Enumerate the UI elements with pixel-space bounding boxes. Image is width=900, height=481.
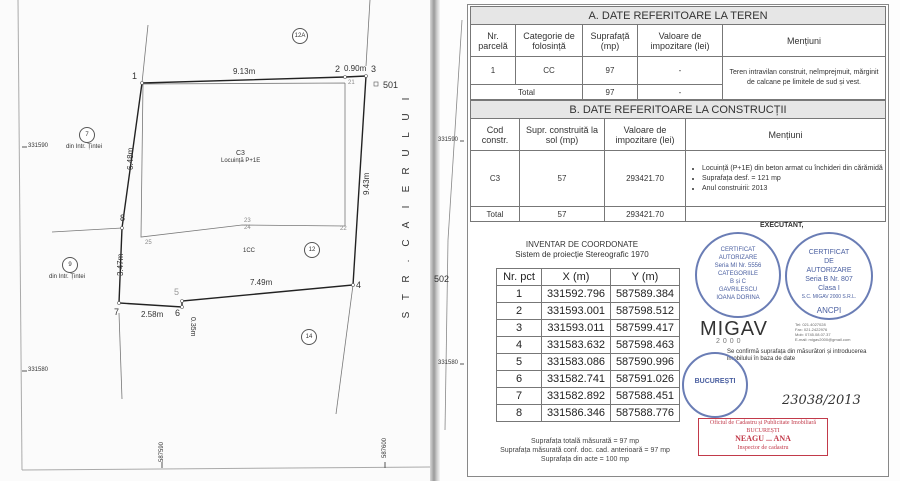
point-2: 2 xyxy=(335,64,341,74)
inner-point-25: 25 xyxy=(145,240,152,246)
total-suprafata: 97 xyxy=(583,85,638,100)
total-label: Total xyxy=(471,85,583,100)
cell-mentiuni-constr xyxy=(686,151,886,207)
migav-logo-sub: 2000 xyxy=(716,338,744,345)
mention-item: • Suprafața desf. = 121 mp xyxy=(702,174,883,184)
cell-valoare-constr: 293421.70 xyxy=(605,151,686,207)
grid-y-331580-left: 331580 xyxy=(28,367,49,373)
table-row: 2 331593.001 587598.512 xyxy=(497,303,680,320)
inner-point-21: 21 xyxy=(348,80,355,86)
grid-x-587590: 587590 xyxy=(159,441,165,462)
table-row: 3 331593.011 587599.417 xyxy=(497,320,680,337)
mention-item: • Locuință (P+1E) din beton armat cu închideri din cărămidă xyxy=(702,164,883,174)
summary-previous-doc: Suprafața măsurată conf. doc. cad. anterioară = 97 mp xyxy=(500,447,670,454)
land-data-table xyxy=(470,6,886,100)
distance-5-6: 0.35m xyxy=(189,317,196,337)
header-y: Y (m) xyxy=(611,269,680,286)
migav-logo: MIGAV xyxy=(700,318,768,340)
header-nr-pct: Nr. pct xyxy=(497,269,542,286)
plan-drawing xyxy=(0,0,432,481)
header-supr-constr: Supr. construită la sol (mp) xyxy=(520,119,605,151)
point-6: 6 xyxy=(175,308,181,318)
total-mentiuni-constr xyxy=(686,207,886,222)
table-row: 1 331592.796 587589.384 xyxy=(497,286,680,303)
inner-point-22: 22 xyxy=(340,226,347,232)
parcel-12a-marker: 12A xyxy=(292,28,308,44)
table-row: 6 331582.741 587591.026 xyxy=(497,371,680,388)
cell-nr: 1 xyxy=(471,57,516,85)
point-7: 7 xyxy=(114,307,120,317)
header-mentiuni-constr: Mențiuni xyxy=(686,119,886,151)
distance-7-8: 3.47m xyxy=(116,253,125,276)
total-valoare: - xyxy=(638,85,723,100)
building-code: C3 xyxy=(236,150,245,157)
distance-2-3: 0.90m xyxy=(344,64,367,73)
table-row: 5 331583.086 587590.996 xyxy=(497,354,680,371)
authorization-stamp-person: CERTIFICAT AUTORIZARE Seria MI Nr. 5556 CATEGORIILE B și C GAVRILESCU IOANA DORINA xyxy=(695,232,781,318)
area-summary xyxy=(470,437,700,464)
marker-502: 502 xyxy=(434,274,450,284)
table-row: 4 331583.632 587598.463 xyxy=(497,337,680,354)
distance-1-2: 9.13m xyxy=(233,67,256,76)
section-a-title: A. DATE REFERITOARE LA TEREN xyxy=(471,7,886,25)
parcel-9-marker: 9 xyxy=(62,257,78,273)
grid-x-587600: 587600 xyxy=(382,437,388,458)
ocpi-inspector-stamp: Oficiul de Cadastru și Publicitate Imobiliară BUCUREȘTI NEAGU ... ANA Inspector de cadastru xyxy=(698,418,828,456)
total-label-constr: Total xyxy=(471,207,520,222)
ocpi-round-stamp: BUCUREȘTI xyxy=(682,352,748,418)
header-x: X (m) xyxy=(542,269,611,286)
land-use-code: 1CC xyxy=(243,248,256,254)
point-3: 3 xyxy=(371,64,377,74)
distance-6-7: 2.58m xyxy=(141,310,164,319)
parcel-7-marker: 7 xyxy=(79,127,95,143)
header-categorie: Categorie de folosință xyxy=(516,25,583,57)
parcel-9-desc: din Intr. Țintei xyxy=(49,274,86,280)
authorization-stamp-company: CERTIFICAT DE AUTORIZARE Seria B Nr. 807 Clasa I S.C. MIGAV 2000 S.R.L. ANCPI xyxy=(785,232,873,320)
ocpi-confirmation: Se confirmă suprafața din măsurători și introducerea imobilului în baza de date xyxy=(727,349,867,362)
header-cod: Cod constr. xyxy=(471,119,520,151)
mention-item: • Anul construirii: 2013 xyxy=(702,184,883,194)
book-spine xyxy=(430,0,440,481)
parcel-14-marker: 14 xyxy=(301,329,317,345)
point-1: 1 xyxy=(132,71,138,81)
cell-valoare: - xyxy=(638,57,723,85)
summary-acts: Suprafața din acte = 100 mp xyxy=(540,456,630,463)
total-supr-constr: 57 xyxy=(520,207,605,222)
construction-data-table xyxy=(470,100,886,222)
header-valoare: Valoare de impozitare (lei) xyxy=(638,25,723,57)
table-row: 8 331586.346 587588.776 xyxy=(497,405,680,422)
cell-mentiuni: Teren intravilan construit, neîmprejmuit, mărginit de calcane pe limitele de sud și vest. xyxy=(723,57,886,100)
header-mentiuni: Mențiuni xyxy=(723,25,886,57)
point-5: 5 xyxy=(174,287,180,297)
grid-y-331580-right: 331580 xyxy=(438,360,459,366)
parcel-12-marker: 12 xyxy=(304,242,320,258)
cadastral-plan-page xyxy=(0,0,432,481)
total-valoare-constr: 293421.70 xyxy=(605,207,686,222)
street-label: I U L U R E I A C . R T S xyxy=(401,97,412,319)
distance-8-1: 6.48m xyxy=(126,147,135,170)
table-row: 7 331582.892 587588.451 xyxy=(497,388,680,405)
inner-point-23: 23 xyxy=(244,218,251,224)
section-b-title: B. DATE REFERITOARE LA CONSTRUCȚII xyxy=(471,101,886,119)
summary-total-measured: Suprafața totală măsurată = 97 mp xyxy=(531,438,639,445)
executant-contact: Tel: 021.4027028 Fax: 021.2422976 Mob: 0745.08.07.37 E-mail: migav2000@gmail.com xyxy=(795,322,851,342)
inventory-subtitle: Sistem de proiecție Stereografic 1970 xyxy=(515,250,649,259)
cell-suprafata: 97 xyxy=(583,57,638,85)
parcel-7-desc: din Intr. Țintei xyxy=(66,144,103,150)
point-8: 8 xyxy=(120,213,126,223)
distance-3-4: 9.43m xyxy=(362,172,371,195)
coordinates-table xyxy=(496,268,680,422)
inventory-heading xyxy=(482,240,682,260)
marker-501: 501 xyxy=(383,80,399,90)
header-nr-parcela: Nr. parcelă xyxy=(471,25,516,57)
grid-y-331590-right: 331590 xyxy=(438,137,459,143)
header-valoare-constr: Valoare de impozitare (lei) xyxy=(605,119,686,151)
point-4: 4 xyxy=(356,280,362,290)
building-desc: Locuință P+1E xyxy=(221,158,261,164)
grid-y-331590-left: 331590 xyxy=(28,143,49,149)
cell-supr-constr: 57 xyxy=(520,151,605,207)
registration-number: 23038/2013 xyxy=(782,393,861,408)
header-suprafata: Suprafață (mp) xyxy=(583,25,638,57)
cell-cod: C3 xyxy=(471,151,520,207)
inventory-title: INVENTAR DE COORDONATE xyxy=(525,240,639,249)
executant-label: EXECUTANT, xyxy=(760,222,804,229)
distance-4-5: 7.49m xyxy=(250,278,273,287)
cell-categorie: CC xyxy=(516,57,583,85)
inner-point-24: 24 xyxy=(244,225,251,231)
